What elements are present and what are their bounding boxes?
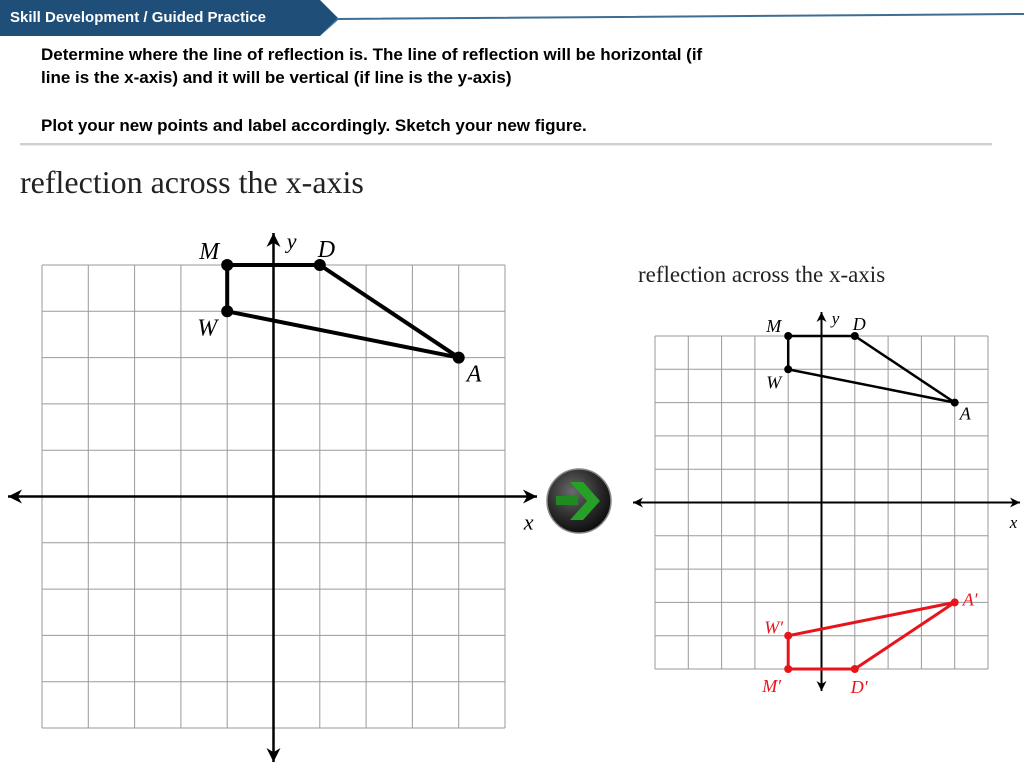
reflected-figure-vertex-label: W′ [764,617,784,638]
left-figure-vertex-label: W [197,315,218,342]
right-graph-title: reflection across the x-axis [638,262,886,287]
left-figure-vertex-point [221,259,233,271]
y-axis-label: y [286,228,297,254]
left-figure-vertex-point [453,352,465,364]
reflected-figure-vertex-point [951,598,959,606]
left-graph-title: reflection across the x-axis [20,164,364,200]
original-figure-vertex-point [951,399,959,407]
right-coordinate-grid [633,309,1020,697]
left-figure-vertex-label: D [317,237,336,263]
left-figure-vertex-point [221,305,233,317]
original-figure-vertex-label: M [766,316,782,336]
instruction-line-1: Determine where the line of reflection is. The line of reflection will be horizontal (if [41,45,703,64]
left-coordinate-grid[interactable] [8,228,537,762]
next-arrow-button[interactable] [547,469,611,533]
original-figure-vertex-point [784,332,792,340]
reflected-figure-vertex-point [784,665,792,673]
reflected-figure-vertex-label: A′ [962,589,978,610]
instruction-line-3: Plot your new points and label accordingly. Sketch your new figure. [41,116,587,135]
left-figure-vertex-label: A [466,361,482,388]
reflected-figure-vertex-label: D′ [850,677,868,697]
reflected-figure-vertex-point [851,665,859,673]
original-figure-vertex-label: D [852,314,866,334]
header-title: Skill Development / Guided Practice [10,9,266,26]
original-figure-vertex-label: W [766,372,782,393]
reflected-figure-vertex-point [784,632,792,640]
x-axis-label: x [1009,513,1018,532]
y-axis-label: y [831,308,840,328]
x-axis-label: x [523,509,534,535]
instruction-line-2: line is the x-axis) and it will be vertical (if line is the y-axis) [41,68,512,87]
original-figure-vertex-label: A [959,403,971,424]
left-figure-vertex-label: M [199,239,220,265]
original-figure-vertex-point [784,365,792,373]
reflected-figure-vertex-label: M′ [762,676,782,696]
